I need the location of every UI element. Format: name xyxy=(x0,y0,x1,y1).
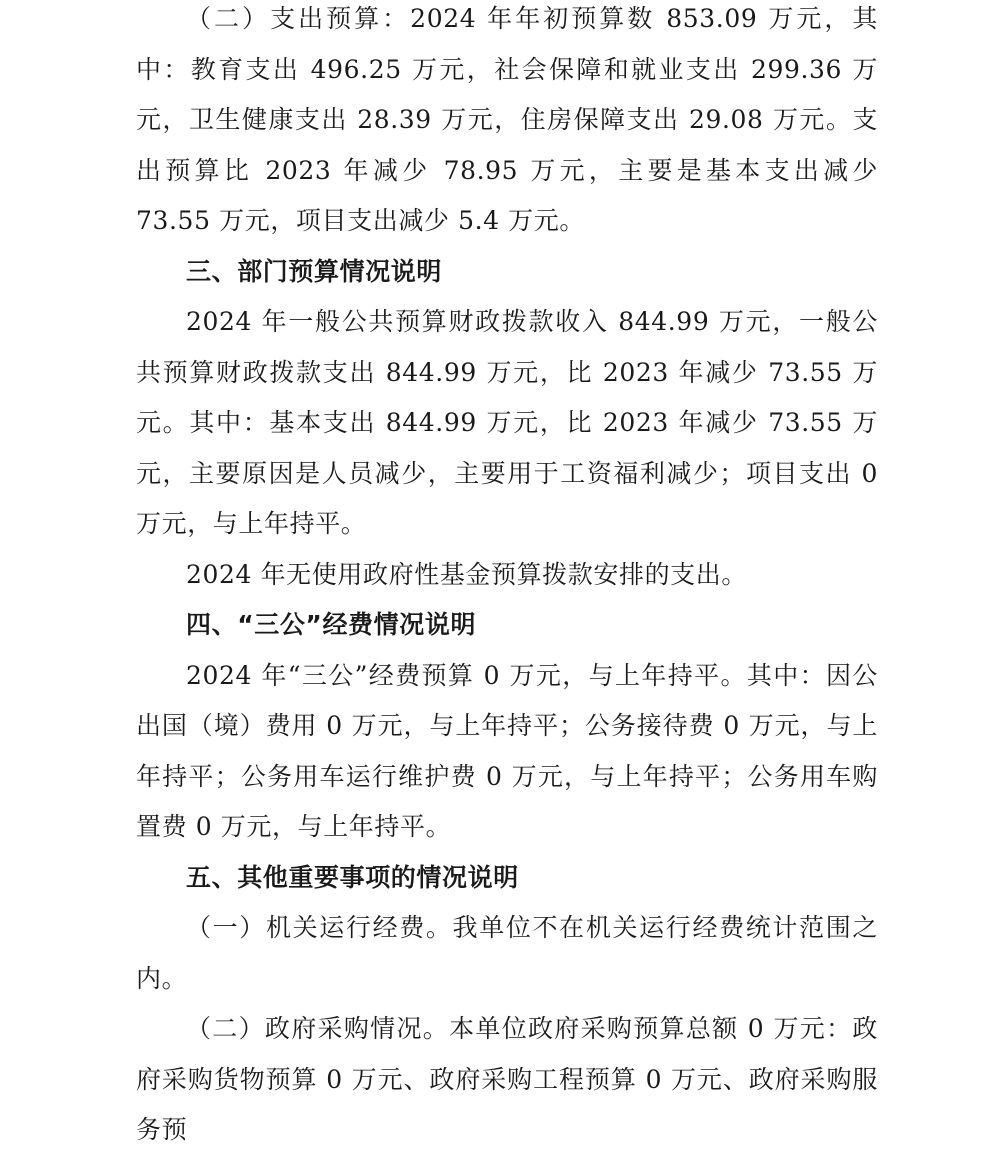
operating-expense-paragraph: （一）机关运行经费。我单位不在机关运行经费统计范围之内。 xyxy=(136,913,878,993)
procurement-paragraph: （二）政府采购情况。本单位政府采购预算总额 0 万元：政府采购货物预算 0 万元、政府采购工程预算 0 万元、政府采购服务预 xyxy=(136,1014,878,1144)
section-heading-department-budget: 三、部门预算情况说明 xyxy=(186,256,443,286)
section-heading-three-public: 四、“三公”经费情况说明 xyxy=(186,610,477,639)
general-budget-paragraph: 2024 年一般公共预算财政拨款收入 844.99 万元，一般公共预算财政拨款支出 844.99 万元，比 2023 年减少 73.55 万元。其中：基本支出 844.99 万元，比 2023 年减少 73.55 万元，主要原因是人员减少，主要用于工资福利减少；项目支出 0 万元，与上年持平。 xyxy=(136,307,878,538)
section-heading-other-matters: 五、其他重要事项的情况说明 xyxy=(186,862,519,892)
government-fund-paragraph: 2024 年无使用政府性基金预算拨款安排的支出。 xyxy=(186,559,747,589)
expenditure-budget-paragraph: （二）支出预算：2024 年年初预算数 853.09 万元，其中：教育支出 496.25 万元，社会保障和就业支出 299.36 万元，卫生健康支出 28.39 万元，住房保障支出 29.08 万元。支出预算比 2023 年减少 78.95 万元，主要是基本支出减少 73.55 万元，项目支出减少 5.4 万元。 xyxy=(136,4,878,235)
three-public-paragraph: 2024 年“三公”经费预算 0 万元，与上年持平。其中：因公出国（境）费用 0 万元，与上年持平；公务接待费 0 万元，与上年持平；公务用车运行维护费 0 万元，与上年持平；公务用车购置费 0 万元，与上年持平。 xyxy=(136,660,878,841)
document-page xyxy=(136,0,878,1156)
